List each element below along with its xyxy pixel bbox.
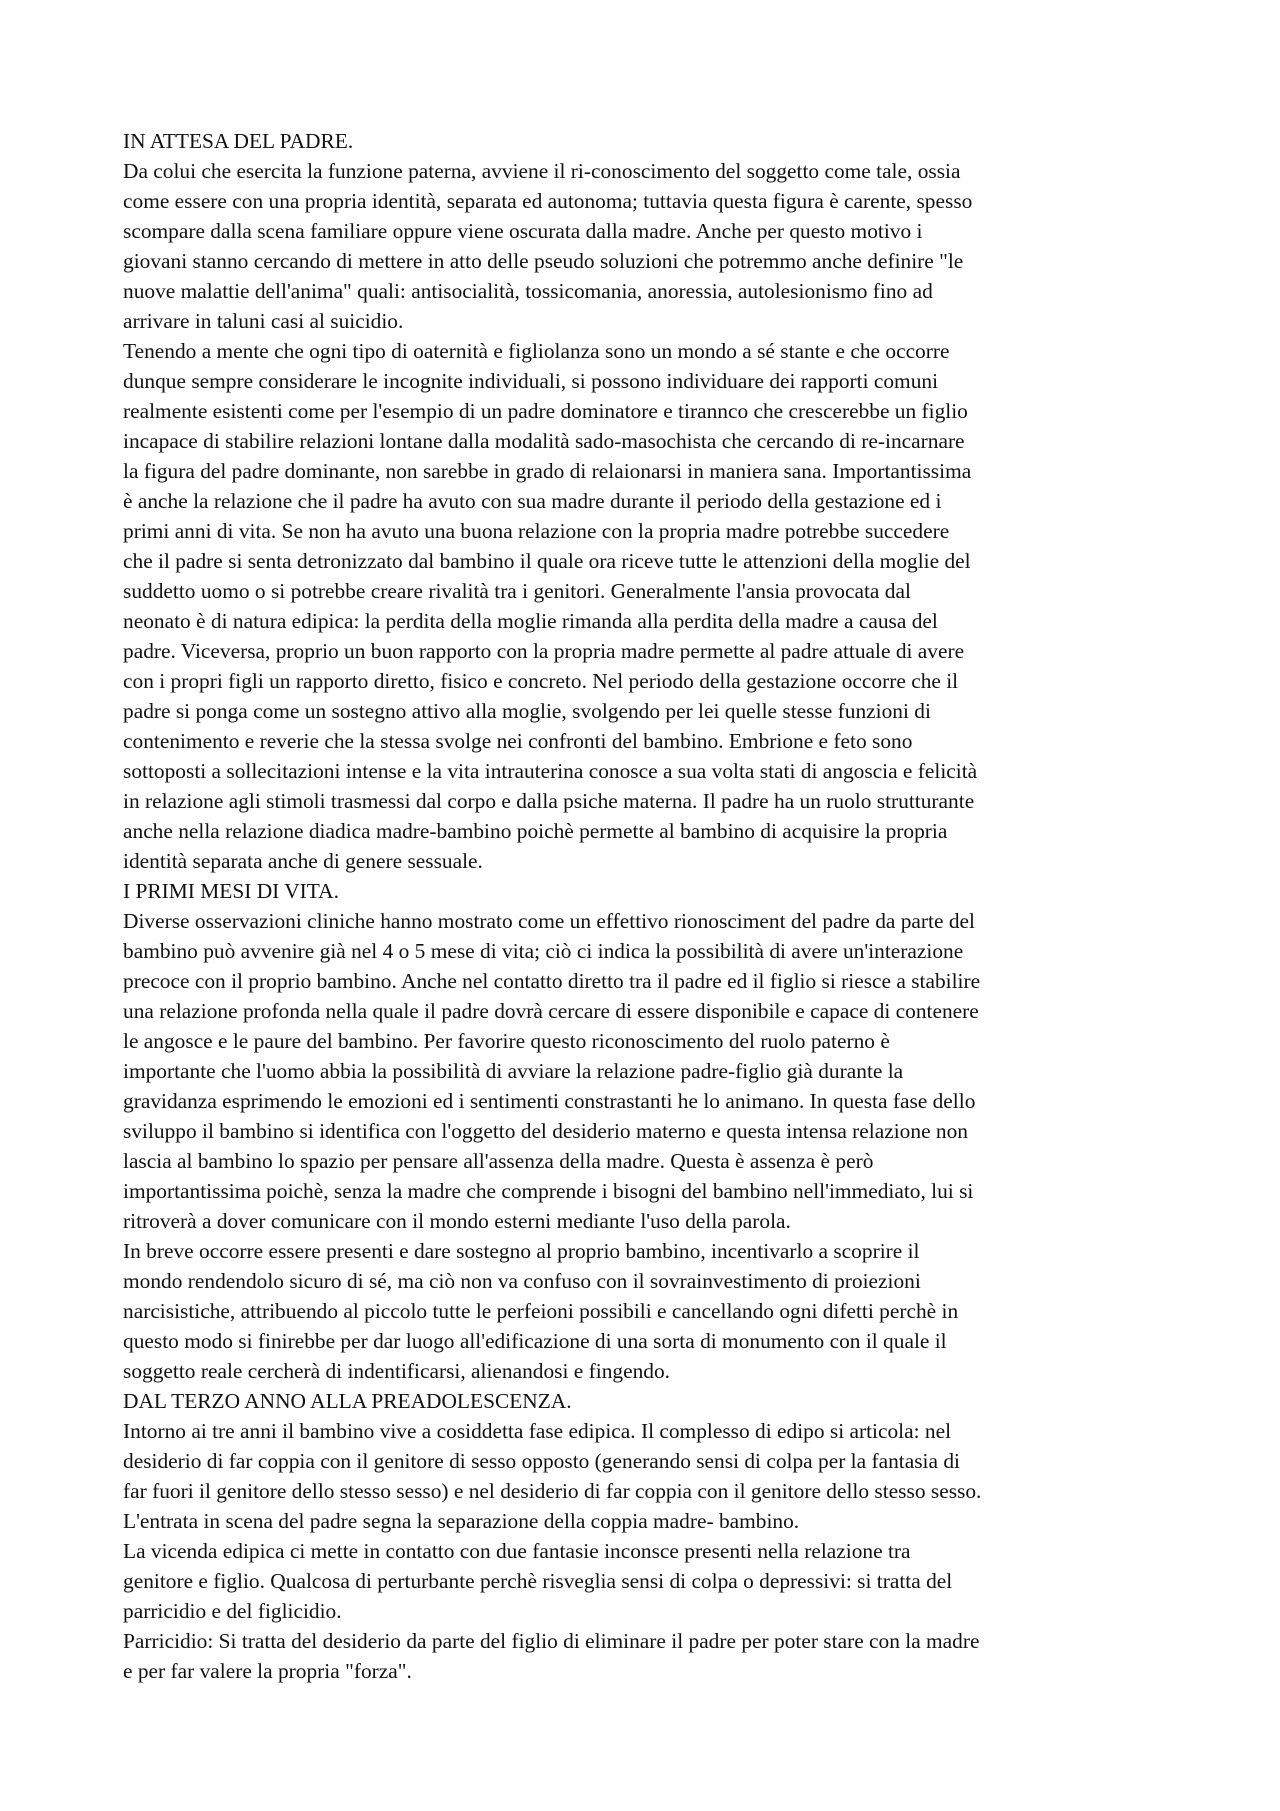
text-line: in relazione agli stimoli trasmessi dal corpo e dalla psiche materna. Il padre ha un ruolo strutturante [123,789,975,813]
text-line: dunque sempre considerare le incognite individuali, si possono individuare dei rapporti comuni [123,369,939,393]
text-line: che il padre si senta detronizzato dal bambino il quale ora riceve tutte le attenzioni della moglie del [123,549,971,573]
text-line: come essere con una propria identità, separata ed autonoma; tuttavia questa figura è carente, spesso [123,189,973,213]
text-line: primi anni di vita. Se non ha avuto una buona relazione con la propria madre potrebbe succedere [123,519,950,543]
text-line: padre. Viceversa, proprio un buon rapporto con la propria madre permette al padre attuale di avere [123,639,965,663]
text-line: importantissima poichè, senza la madre che comprende i bisogni del bambino nell'immediato, lui si [123,1179,974,1203]
text-line: incapace di stabilire relazioni lontane dalla modalità sado-masochista che cercando di re-incarnare [123,429,965,453]
text-line: con i propri figli un rapporto diretto, fisico e concreto. Nel periodo della gestazione occorre che il [123,669,959,693]
text-line: sviluppo il bambino si identifica con l'oggetto del desiderio materno e questa intensa relazione non [123,1119,968,1143]
text-line: L'entrata in scena del padre segna la separazione della coppia madre- bambino. [123,1509,800,1533]
text-line: la figura del padre dominante, non sarebbe in grado di relaionarsi in maniera sana. Importantissima [123,459,972,483]
text-line: sottoposti a sollecitazioni intense e la vita intrauterina conosce a sua volta stati di angoscia e felicità [123,759,978,783]
text-line: ritroverà a dover comunicare con il mondo esterni mediante l'uso della parola. [123,1209,791,1233]
text-line: scompare dalla scena familiare oppure viene oscurata dalla madre. Anche per questo motivo i [123,219,923,243]
text-line: le angosce e le paure del bambino. Per favorire questo riconoscimento del ruolo paterno è [123,1029,890,1053]
text-line: desiderio di far coppia con il genitore di sesso opposto (generando sensi di colpa per la fantasia di [123,1449,960,1473]
text-line: bambino può avvenire già nel 4 o 5 mese di vita; ciò ci indica la possibilità di avere un'interazione [123,939,964,963]
text-line: lascia al bambino lo spazio per pensare all'assenza della madre. Questa è assenza è però [123,1149,874,1173]
text-line: arrivare in taluni casi al suicidio. [123,309,404,333]
text-line: realmente esistenti come per l'esempio di un padre dominatore e tirannco che crescerebbe un figlio [123,399,968,423]
document-body [123,126,1173,1686]
text-line: padre si ponga come un sostegno attivo alla moglie, svolgendo per lei quelle stesse funzioni di [123,699,931,723]
text-line: contenimento e reverie che la stessa svolge nei confronti del bambino. Embrione e feto sono [123,729,913,753]
text-line: mondo rendendolo sicuro di sé, ma ciò non va confuso con il sovrainvestimento di proiezioni [123,1269,921,1293]
text-line: neonato è di natura edipica: la perdita della moglie rimanda alla perdita della madre a causa del [123,609,938,633]
text-line: Diverse osservazioni cliniche hanno mostrato come un effettivo rionosciment del padre da parte del [123,909,975,933]
text-line: La vicenda edipica ci mette in contatto con due fantasie inconsce presenti nella relazione tra [123,1539,911,1563]
text-line: In breve occorre essere presenti e dare sostegno al proprio bambino, incentivarlo a scoprire il [123,1239,920,1263]
text-line: una relazione profonda nella quale il padre dovrà cercare di essere disponibile e capace di contenere [123,999,979,1023]
text-line: identità separata anche di genere sessuale. [123,849,483,873]
text-line: suddetto uomo o si potrebbe creare rivalità tra i genitori. Generalmente l'ansia provocata dal [123,579,911,603]
text-line: Intorno ai tre anni il bambino vive a cosiddetta fase edipica. Il complesso di edipo si articola: nel [123,1419,952,1443]
text-line: Parricidio: Si tratta del desiderio da parte del figlio di eliminare il padre per poter stare con la madre [123,1629,980,1653]
heading-i-primi-mesi-di-vita: I PRIMI MESI DI VITA. [123,879,339,903]
text-line: far fuori il genitore dello stesso sesso) e nel desiderio di far coppia con il genitore dello stesso sesso. [123,1479,982,1503]
text-line: Da colui che esercita la funzione paterna, avviene il ri-conoscimento del soggetto come tale, ossia [123,159,961,183]
text-line: e per far valere la propria "forza". [123,1659,412,1683]
text-line: gravidanza esprimendo le emozioni ed i sentimenti constrastanti he lo animano. In questa fase dello [123,1089,976,1113]
heading-dal-terzo-anno: DAL TERZO ANNO ALLA PREADOLESCENZA. [123,1389,572,1413]
text-line: genitore e figlio. Qualcosa di perturbante perchè risveglia sensi di colpa o depressivi: si tratta del [123,1569,953,1593]
text-line: anche nella relazione diadica madre-bambino poichè permette al bambino di acquisire la propria [123,819,948,843]
text-line: precoce con il proprio bambino. Anche nel contatto diretto tra il padre ed il figlio si riesce a stabilire [123,969,981,993]
text-line: parricidio e del figlicidio. [123,1599,342,1623]
text-line: è anche la relazione che il padre ha avuto con sua madre durante il periodo della gestazione ed i [123,489,942,513]
heading-in-attesa-del-padre: IN ATTESA DEL PADRE. [123,129,354,153]
text-line: questo modo si finirebbe per dar luogo all'edificazione di una sorta di monumento con il quale il [123,1329,947,1353]
text-line: giovani stanno cercando di mettere in atto delle pseudo soluzioni che potremmo anche definire "le [123,249,964,273]
text-line: importante che l'uomo abbia la possibilità di avviare la relazione padre-figlio già durante la [123,1059,904,1083]
text-line: narcisistiche, attribuendo al piccolo tutte le perfeioni possibili e cancellando ogni difetti perchè in [123,1299,959,1323]
text-line: Tenendo a mente che ogni tipo di oaternità e figliolanza sono un mondo a sé stante e che occorre [123,339,950,363]
text-line: nuove malattie dell'anima" quali: antisocialità, tossicomania, anoressia, autolesionismo fino ad [123,279,933,303]
text-line: soggetto reale cercherà di indentificarsi, alienandosi e fingendo. [123,1359,671,1383]
